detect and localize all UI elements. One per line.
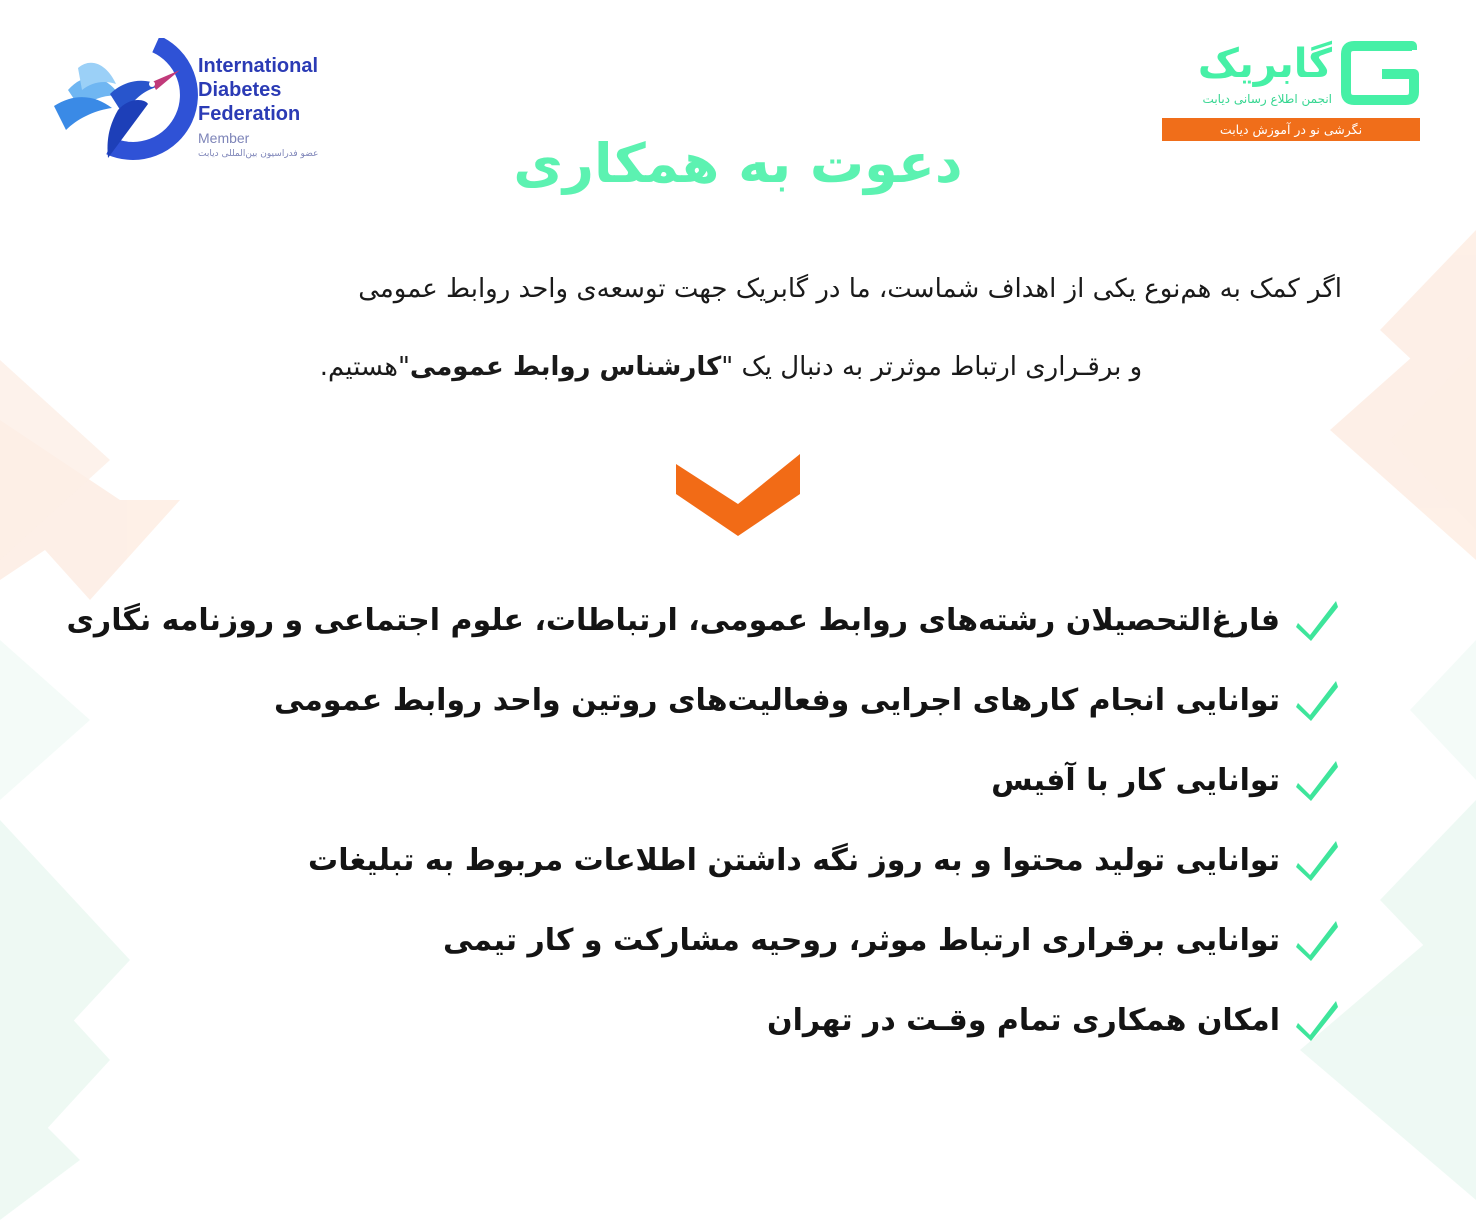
- check-icon: [1294, 757, 1340, 803]
- idf-name-line-3: Federation: [198, 103, 301, 125]
- requirement-text: توانایی انجام کارهای اجرایی وفعالیت‌های روتین واحد روابط عمومی: [273, 682, 1280, 718]
- gabric-subtitle: انجمن اطلاع رسانی دیابت: [1202, 92, 1332, 106]
- check-icon: [1294, 997, 1340, 1043]
- requirements-list: [40, 580, 1340, 1060]
- idf-name-line-1: International: [198, 55, 319, 77]
- requirement-text: توانایی کار با آفیس: [991, 762, 1280, 798]
- position-title: کارشناس روابط عمومی: [409, 352, 722, 382]
- gabric-name: گابریک: [1197, 41, 1332, 87]
- idf-member-label: Member: [198, 130, 250, 146]
- idf-persian-label: عضو فدراسیون بین‌المللی دیابت: [198, 149, 319, 159]
- requirement-text: توانایی برقراری ارتباط موثر، روحیه مشارکت و کار تیمی: [443, 922, 1280, 958]
- requirement-text: امکان همکاری تمام وقـت در تهران: [766, 1002, 1280, 1038]
- list-item: [40, 580, 1340, 660]
- list-item: [40, 980, 1340, 1060]
- requirement-text: توانایی تولید محتوا و به روز نگه داشتن اطلاعات مربوط به تبلیغات: [308, 842, 1280, 878]
- check-icon: [1294, 677, 1340, 723]
- check-icon: [1294, 837, 1340, 883]
- list-item: [40, 900, 1340, 980]
- gabric-tagline: نگرشی نو در آموزش دیابت: [1162, 118, 1420, 141]
- list-item: [40, 740, 1340, 820]
- page-title: دعوت به همکاری: [513, 132, 963, 195]
- intro-line-1: اگر کمک به هم‌نوع یکی از اهداف شماست، ما در گابریک جهت توسعه‌ی واحد روابط عمومی: [358, 274, 1342, 304]
- intro-line-2-start: و برقـراری ارتباط موثرتر به دنبال یک ": [721, 352, 1143, 382]
- check-icon: [1294, 597, 1340, 643]
- idf-name-line-2: Diabetes: [198, 79, 282, 101]
- chevron-down-icon: [676, 454, 800, 536]
- intro-line-2-end: "هستیم.: [319, 352, 410, 382]
- gabric-logo: [1160, 38, 1422, 146]
- check-icon: [1294, 917, 1340, 963]
- list-item: [40, 660, 1340, 740]
- intro-line-2: [120, 352, 1342, 382]
- list-item: [40, 820, 1340, 900]
- gabric-g-icon: [1340, 40, 1420, 106]
- requirement-text: فارغ‌التحصیلان رشته‌های روابط عمومی، ارتباطات، علوم اجتماعی و روزنامه نگاری: [66, 602, 1280, 638]
